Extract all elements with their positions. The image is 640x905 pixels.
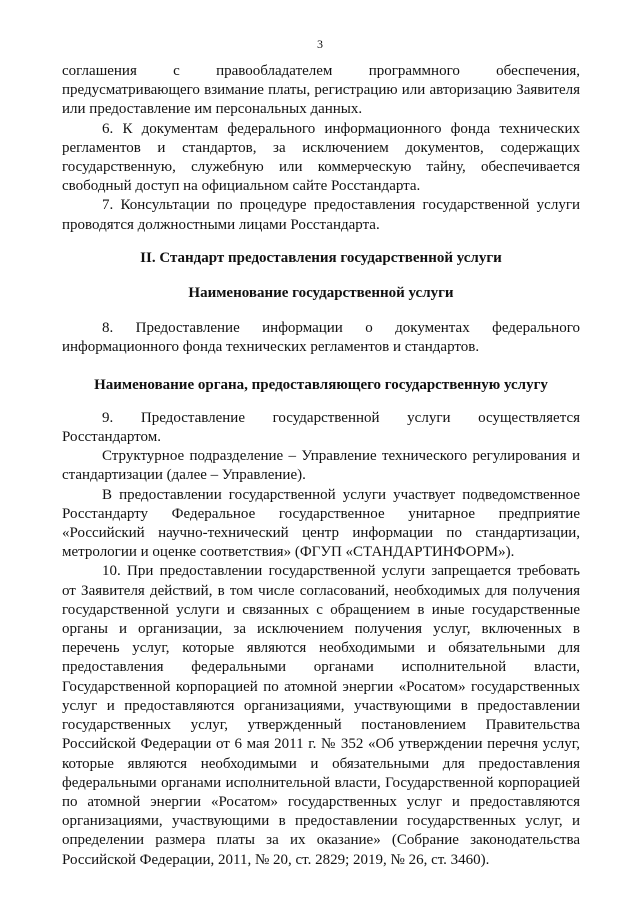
- paragraph-10: 10. При предоставлении государственной услуги запрещается требовать от Заявителя действий, в том числе согласований, необходимых для получения государственной услуги и связанных с обращением в иные государственные органы и организации, за исключением получения услуг, включенных в перечень услуг, которые являются необходимыми и обязательными для предоставления федеральными органами исполнительной власти, Государственной корпорацией по атомной энергии «Росатом» государственных услуг и предоставляются организациями, участвующими в предоставлении государственных услуг, утвержденный постановлением Правительства Российской Федерации от 6 мая 2011 г. № 352 «Об утверждении перечня услуг, которые являются необходимыми и обязательными для предоставления федеральными органами исполнительной власти, Государственной корпорацией по атомной энергии «Росатом» государственных услуг и предоставляются организациями, участвующими в предоставлении государственных услуг, и определении размера платы за их оказание» (Собрание законодательства Российской Федерации, 2011, № 20, ст. 2829; 2019, № 26, ст. 3460).: [62, 563, 580, 868]
- paragraph-8: 8. Предоставление информации о документах федерального информационного фонда технических регламентов и стандартов.: [62, 320, 580, 356]
- page-number: 3: [317, 37, 323, 51]
- paragraph-structural-unit: Структурное подразделение – Управление технического регулирования и стандартизации (далее – Управление).: [62, 448, 580, 484]
- paragraph-7: 7. Консультации по процедуре предоставления государственной услуги проводятся должностными лицами Росстандарта.: [62, 197, 580, 233]
- paragraph-participant: В предоставлении государственной услуги участвует подведомственное Росстандарту Федеральное государственное унитарное предприятие «Российский научно-технический центр информации по стандартизации, метрологии и оценке соответствия» (ФГУП «СТАНДАРТИНФОРМ»).: [62, 486, 580, 561]
- paragraph-6: 6. К документам федерального информационного фонда технических регламентов и стандартов, за исключением документов, содержащих государственную, служебную или коммерческую тайну, обеспечивается свободный доступ на официальном сайте Росстандарта.: [62, 120, 580, 195]
- document-body: [62, 62, 580, 870]
- subsection-title-service-name: Наименование государственной услуги: [188, 285, 454, 302]
- subsection-title-authority: Наименование органа, предоставляющего государственную услугу: [94, 376, 548, 393]
- paragraph-continuation: соглашения с правообладателем программного обеспечения, предусматривающего взимание платы, регистрацию или авторизацию Заявителя или предоставление им персональных данных.: [62, 63, 580, 118]
- paragraph-9: 9. Предоставление государственной услуги осуществляется Росстандартом.: [62, 409, 580, 446]
- section-title: II. Стандарт предоставления государственной услуги: [140, 249, 502, 266]
